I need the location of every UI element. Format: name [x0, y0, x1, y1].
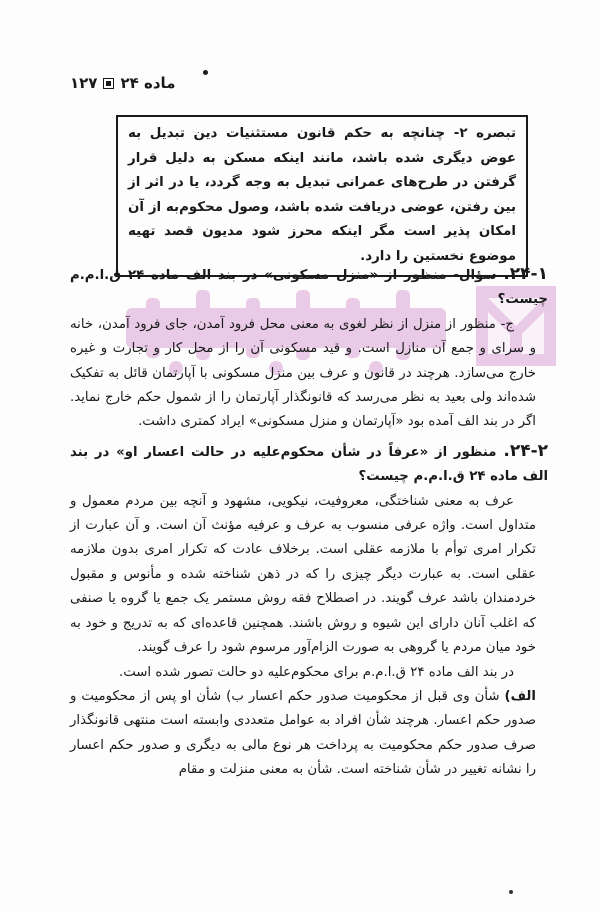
lead-text: شأن وی قبل از محکومیت صدور حکم اعسار ب) شأن او پس از محکومیت و صدور حکم اعسار. هرچند شأن افراد به عوامل متعددی وابسته است منتهی قانونگذار صرف صدور حکم محکومیت به پرداخت هر نوع مالی به دیگری و صدور حکم اعسار را نشانه تغییر در شأن شناخته است. شأن به معنی منزلت و مقام: [70, 688, 536, 778]
section-number: ۲۴-۱.: [503, 264, 548, 284]
running-header: [70, 74, 175, 92]
section-number: ۲۴-۲.: [503, 440, 548, 461]
page-number: ۱۲۷: [70, 74, 98, 92]
section-heading: [70, 262, 548, 313]
paragraph: در بند الف ماده ۲۴ ق.ا.م.م برای محکوم‌علیه دو حالت تصور شده است.: [119, 664, 514, 680]
note-text: تبصره ۲- چنانچه به حکم قانون مستثنیات دین تبدیل به عوض دیگری شده باشد، مانند اینکه مسکن به دلیل قرار گرفتن در طرح‌های عمرانی تبدیل به وجه گردد، یا در اثر از بین رفتن، عوضی دریافت شده باشد، وصول محکوم‌به از آن امکان پذیر است مگر اینکه محرز شود مدیون قصد تهیه موضوع نخستین را دارد.: [128, 126, 517, 264]
square-separator-icon: [103, 78, 114, 89]
lead-label: الف): [504, 688, 536, 704]
dot-mark: [203, 70, 208, 75]
paragraph: ج- منظور از منزل از نظر لغوی به معنی محل فرود آمدن، جای فرود آمدن، خانه و سرای و جمع آن منازل است. و قید مسکونی آن را از محل کار و تجارت و غیره خارج می‌سازد. هرچند در قانون و عرف بین منزل مسکونی با آپارتمان قائل به تفکیک شده‌اند ولی بعید به نظر می‌رسد که قانونگذار آپارتمان را از شمول حکم خارج نماید. اگر در بند الف آمده بود «آپارتمان و منزل مسکونی» ایراد کمتری داشت.: [70, 316, 536, 430]
section-question: سؤال- منظور از «منزل مسکونی» در بند الف ماده ۲۴ ق.ا.م.م چیست؟: [70, 268, 548, 308]
paragraph: [70, 685, 536, 783]
paragraph: عرف به معنی شناختگی، معروفیت، نیکویی، مشهود و آنچه بین مردم معمول و متداول است. واژه عرفی منسوب به عرف و عرفیه مؤنث آن است. و آن عبارت از تکرار امری توأم با ملازمه عقلی است. برخلاف عادت که تکرار امری بدون ملازمه عقلی است. به عبارت دیگر چیزی را که در ذهن شناخته شده و مأنوس و مقبول خردمندان باشد عرف گویند. در اصطلاح فقه روش مستمر یک جمع یا گروه یا صنفی که اغلب آنان دارای این شیوه و روش باشند. همچنین قاعده‌ای که به تدریج و خود به خود میان مردم یا گروهی به صورت الزام‌آور مرسوم شود را عرف گویند.: [70, 493, 536, 656]
section-heading: [70, 439, 548, 490]
footer-dot: [509, 890, 513, 894]
article-label: ماده ۲۴: [120, 74, 176, 92]
main-content: [70, 262, 548, 783]
note-box: [116, 115, 528, 277]
section-question: منظور از «عرفاً در شأن محکوم‌علیه در حالت اعسار او» در بند الف ماده ۲۴ ق.ا.م.م چیست؟: [70, 444, 548, 485]
